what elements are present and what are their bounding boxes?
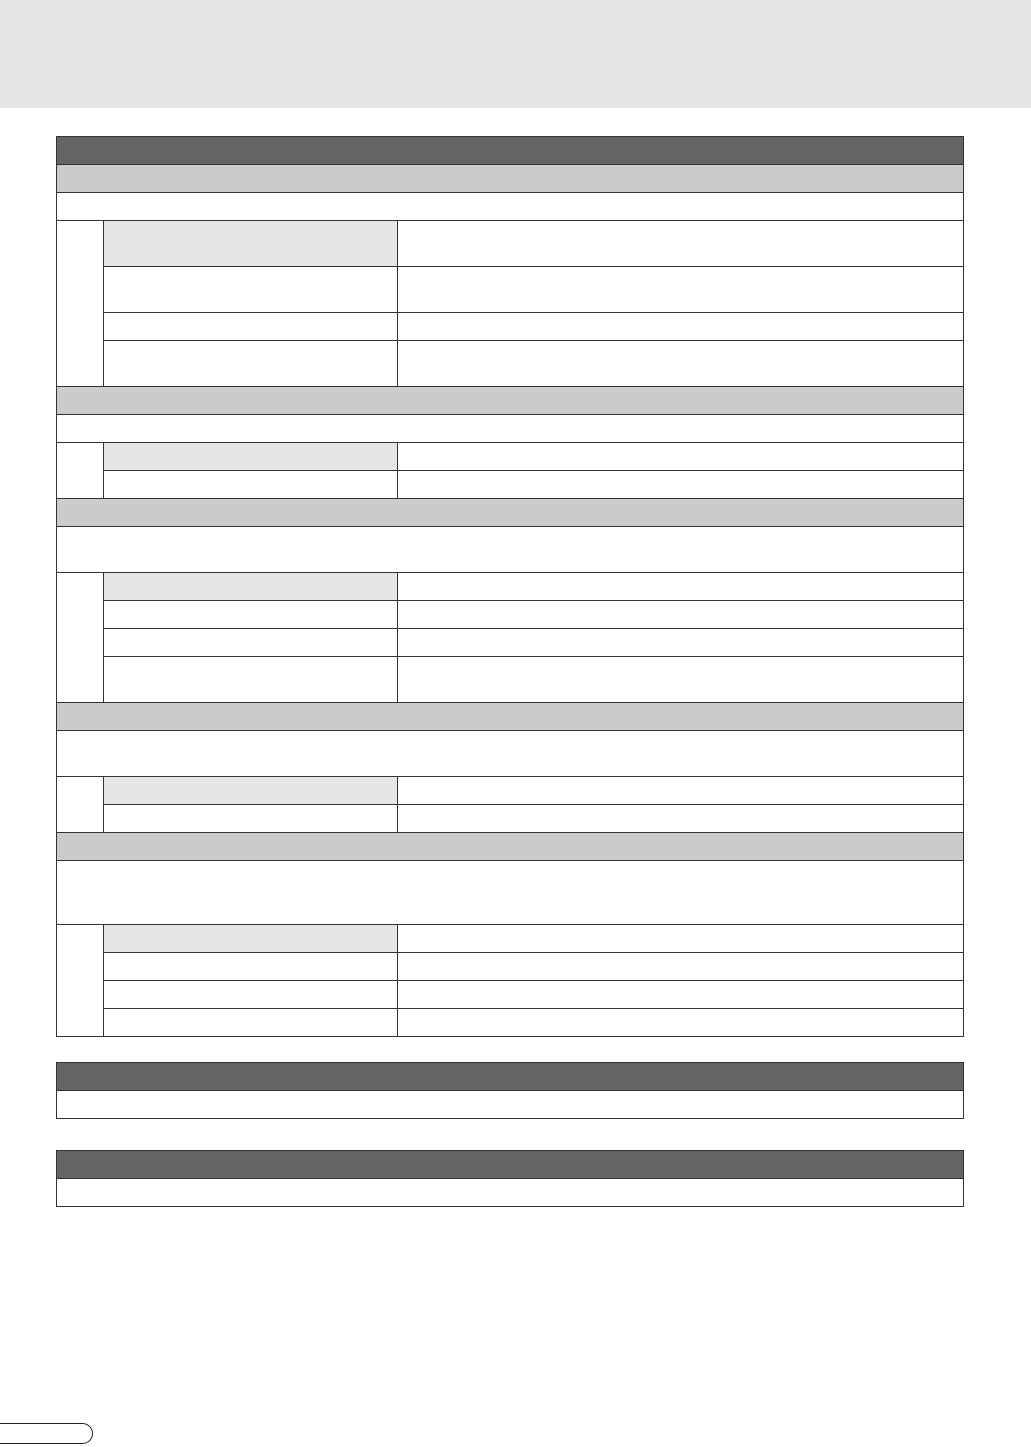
info-box-two bbox=[56, 1062, 964, 1119]
section-title bbox=[57, 703, 964, 731]
row-label bbox=[104, 221, 398, 267]
row-value bbox=[398, 267, 964, 313]
section-indent bbox=[57, 443, 104, 499]
row-label bbox=[104, 601, 398, 629]
section-title bbox=[57, 165, 964, 193]
row-value bbox=[398, 471, 964, 499]
info-box-three bbox=[56, 1150, 964, 1207]
row-label bbox=[104, 925, 398, 953]
section-indent bbox=[57, 925, 104, 1037]
section-description bbox=[57, 527, 964, 573]
section-description bbox=[57, 731, 964, 777]
row-value bbox=[398, 657, 964, 703]
row-value bbox=[398, 629, 964, 657]
row-label bbox=[104, 443, 398, 471]
section-description bbox=[57, 861, 964, 925]
section-title bbox=[57, 499, 964, 527]
section-description bbox=[57, 415, 964, 443]
row-value bbox=[398, 313, 964, 341]
row-value bbox=[398, 341, 964, 387]
info-box-two-header bbox=[57, 1063, 964, 1091]
row-label bbox=[104, 981, 398, 1009]
info-box-three-body bbox=[57, 1179, 964, 1207]
row-label bbox=[104, 629, 398, 657]
row-value bbox=[398, 1009, 964, 1037]
section-title bbox=[57, 833, 964, 861]
row-label bbox=[104, 573, 398, 601]
row-value bbox=[398, 601, 964, 629]
row-value bbox=[398, 777, 964, 805]
row-label bbox=[104, 657, 398, 703]
row-label bbox=[104, 471, 398, 499]
info-box-three-header bbox=[57, 1151, 964, 1179]
row-label bbox=[104, 953, 398, 981]
section-indent bbox=[57, 221, 104, 387]
row-value bbox=[398, 953, 964, 981]
section-title bbox=[57, 387, 964, 415]
row-value bbox=[398, 443, 964, 471]
row-label bbox=[104, 805, 398, 833]
row-value bbox=[398, 573, 964, 601]
row-label bbox=[104, 267, 398, 313]
row-value bbox=[398, 925, 964, 953]
section-indent bbox=[57, 573, 104, 703]
section-description bbox=[57, 193, 964, 221]
row-label bbox=[104, 313, 398, 341]
page-top-band bbox=[0, 0, 1031, 108]
row-label bbox=[104, 1009, 398, 1037]
row-value bbox=[398, 221, 964, 267]
row-label bbox=[104, 777, 398, 805]
page-number-tab bbox=[0, 1423, 93, 1444]
row-label bbox=[104, 341, 398, 387]
row-value bbox=[398, 805, 964, 833]
main-table bbox=[56, 136, 964, 1037]
row-value bbox=[398, 981, 964, 1009]
section-indent bbox=[57, 777, 104, 833]
info-box-two-body bbox=[57, 1091, 964, 1119]
main-table-header bbox=[57, 137, 964, 165]
